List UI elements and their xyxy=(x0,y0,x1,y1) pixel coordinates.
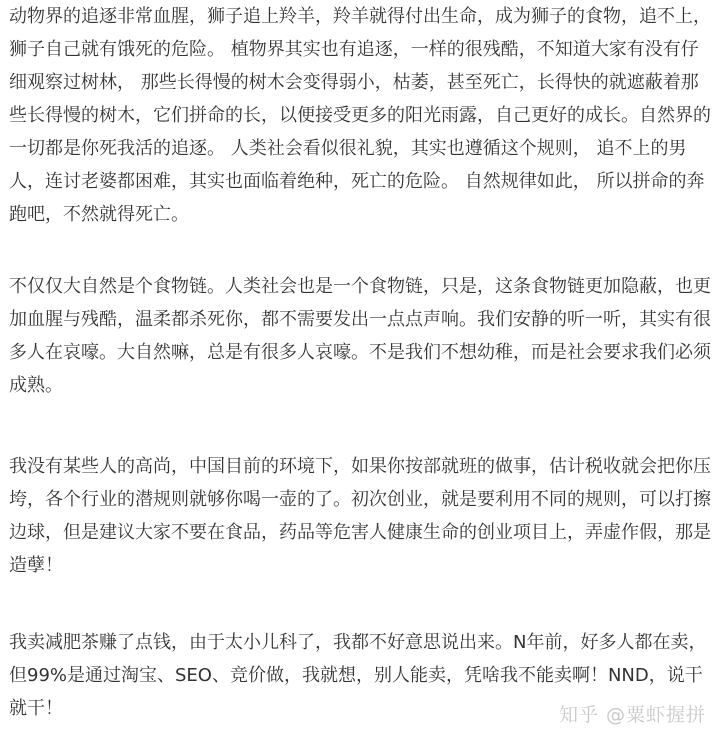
paragraph-4: 我卖减肥茶赚了点钱，由于太小儿科了，我都不好意思说出来。N年前，好多人都在卖，但99%是通过淘宝、SEO、竞价做，我就想，别人能卖，凭啥我不能卖啊！NND，说干就干！ xyxy=(9,632,707,719)
zhihu-watermark: 知乎 @粟虾握拼 xyxy=(558,704,706,726)
paragraph-2: 不仅仅大自然是个食物链。人类社会也是一个食物链，只是，这条食物链更加隐蔽，也更加血腥与残酷，温柔都杀死你，都不需要发出一点点声响。我们安静的听一听，其实有很多人在哀嚎。大自然嘛，总是有很多人哀嚎。不是我们不想幼稚，而是社会要求我们必须成熟。 xyxy=(9,276,711,396)
paragraph-1: 动物界的追逐非常血腥，狮子追上羚羊，羚羊就得付出生命，成为狮子的食物，追不上，狮子自己就有饿死的危险。 植物界其实也有追逐，一样的很残酷，不知道大家有没有仔细观察过树林， 那些长得慢的树木会变得弱小，枯萎，甚至死亡，长得快的就遮蔽着那些长得慢的树木，它们拼命的长，以便接受更多的阳光雨露，自己更好的成长。自然界的一切都是你死我活的追逐。 人类社会看似很礼貌，其实也遵循这个规则， 追不上的男人，连讨老婆都困难，其实也面临着绝种，死亡的危险。 自然规律如此， 所以拼命的奔跑吧，不然就得死亡。 xyxy=(9,6,711,225)
paragraph-3: 我没有某些人的高尚，中国目前的环境下，如果你按部就班的做事，估计税收就会把你压垮，各个行业的潜规则就够你喝一壶的了。初次创业，就是要利用不同的规则，可以打擦边球，但是建议大家不要在食品，药品等危害人健康生命的创业项目上，弄虚作假，那是造孽！ xyxy=(9,456,711,576)
